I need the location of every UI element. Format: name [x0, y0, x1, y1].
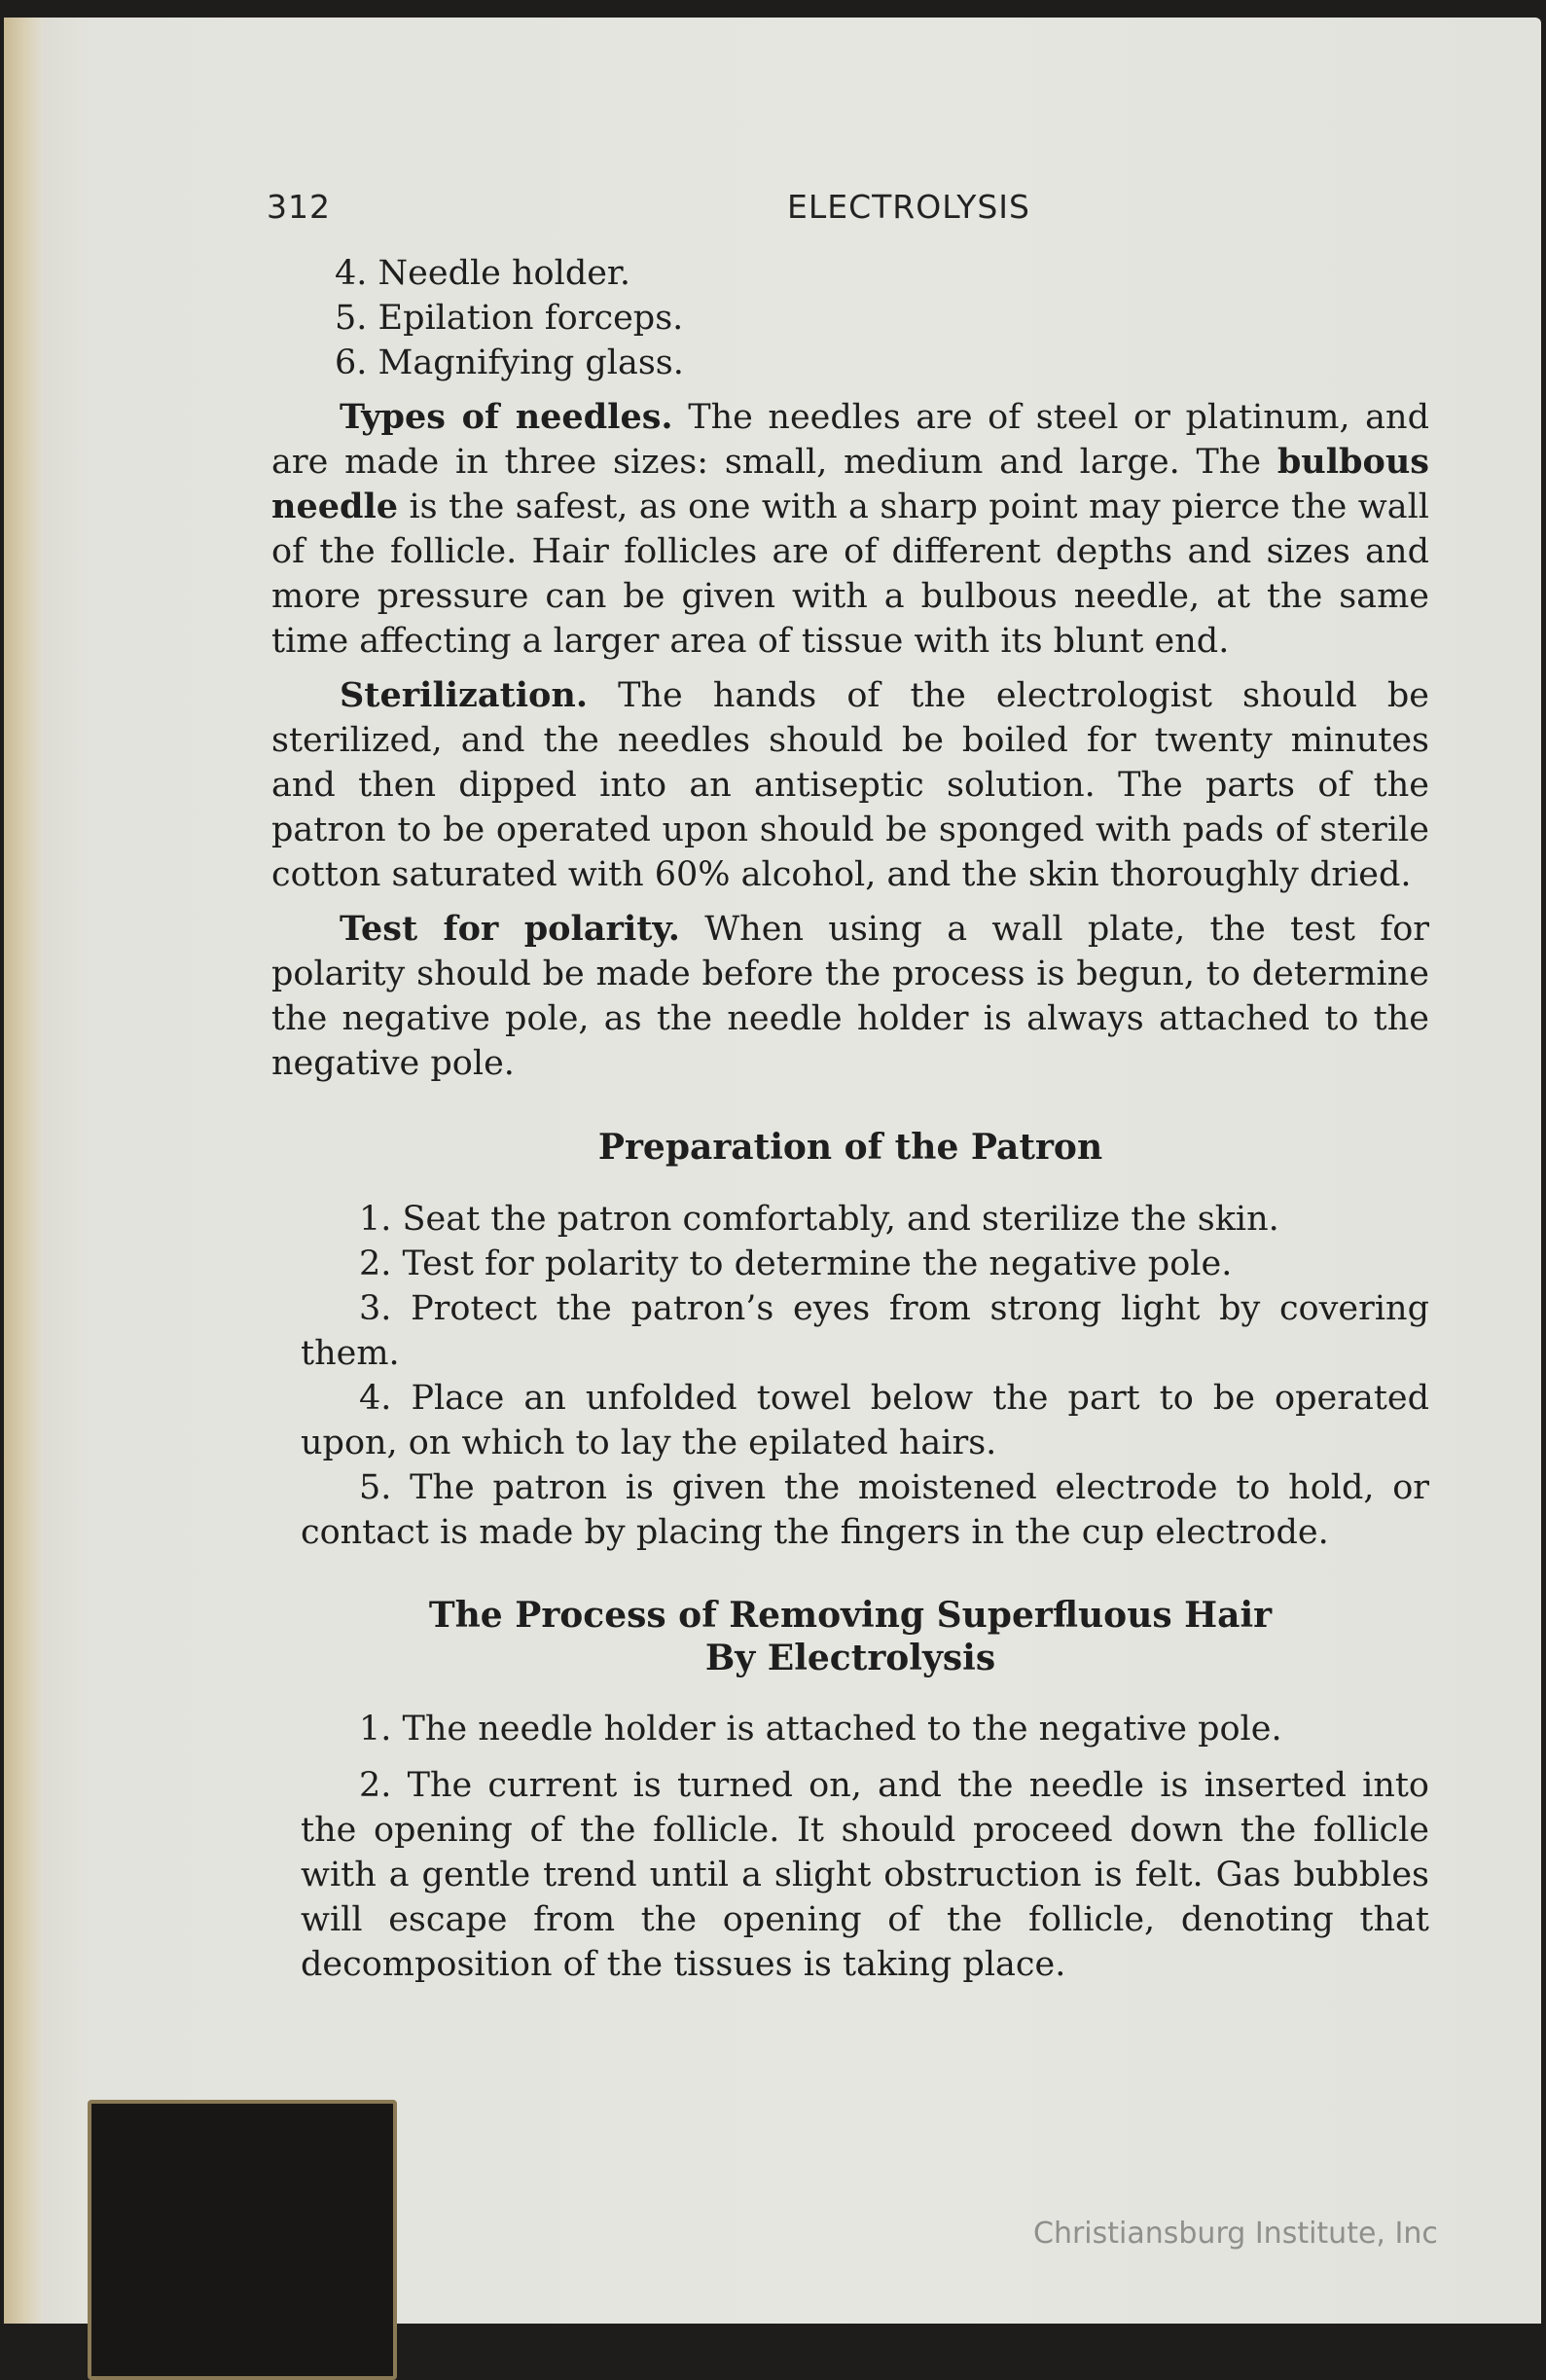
section-heading: Preparation of the Patron — [597, 1127, 1103, 1168]
paragraph-text: The hands of the electrologist should be sterilized, and the needles should be boiled for twenty minutes and then dipped into an antiseptic solution. The parts of the patron to be operated upon should be sponged with pads of sterile cotton saturated with 60% alcohol, and the skin thoroughly dried. — [271, 676, 1429, 894]
list-item: 4. Place an unfolded towel below the part to be operated upon, on which to lay the epilated hairs. — [301, 1379, 1429, 1462]
section-heading-line: The Process of Removing Superfluous Hair — [428, 1595, 1273, 1636]
paragraph-lead: Test for polarity. — [340, 909, 680, 949]
watermark: Christiansburg Institute, Inc — [1033, 2217, 1438, 2251]
list-item: 4. Needle holder. — [335, 254, 630, 293]
bold-term: bulbous needle — [271, 442, 1429, 526]
list-item: 2. Test for polarity to determine the negative pole. — [359, 1244, 1233, 1283]
polarity-paragraph — [271, 907, 1429, 1086]
paragraph-text: The needles are of steel or platinum, and are made in three sizes: small, medium and large. The — [271, 398, 1429, 482]
paragraph-text: is the safest, as one with a sharp point may pierce the wall of the follicle. Hair follicles are of different depths and sizes and more pressure can be given with a bulbous needle, at the same time affecting a larger area of tissue with its blunt end. — [271, 487, 1429, 661]
list-item: 5. Epilation forceps. — [335, 299, 684, 338]
paragraph-lead: Sterilization. — [340, 675, 589, 715]
paragraph-text: When using a wall plate, the test for polarity should be made before the process is begun, to determine the negative pole, as the needle holder is always attached to the negative pole. — [271, 910, 1429, 1083]
list-item: 5. The patron is given the moistened electrode to hold, or contact is made by placing the fingers in the cup electrode. — [301, 1468, 1429, 1552]
list-item: 2. The current is turned on, and the needle is inserted into the opening of the follicle. It should proceed down the follicle with a gentle trend until a slight obstruction is felt. Gas bubbles will escape from the opening of the follicle, denoting that decomposition of the tissues is taking place. — [301, 1766, 1429, 1984]
page-body — [271, 251, 1429, 1987]
list-item: 3. Protect the patron’s eyes from strong light by covering them. — [301, 1289, 1429, 1373]
running-head: ELECTROLYSIS — [787, 188, 1030, 226]
sterilization-paragraph — [271, 673, 1429, 897]
page-clip — [88, 2100, 397, 2380]
paragraph-lead: Types of needles. — [340, 397, 673, 437]
book-page — [4, 18, 1541, 2324]
section-heading-line: By Electrolysis — [704, 1638, 996, 1678]
page-number: 312 — [267, 188, 331, 226]
book-spine-edge — [4, 18, 43, 2324]
list-item: 1. Seat the patron comfortably, and sterilize the skin. — [359, 1200, 1279, 1239]
page-header — [267, 188, 1444, 236]
list-item: 6. Magnifying glass. — [335, 343, 684, 382]
list-item: 1. The needle holder is attached to the negative pole. — [359, 1710, 1282, 1749]
types-of-needles-paragraph — [271, 395, 1429, 664]
section-heading — [271, 1594, 1429, 1679]
